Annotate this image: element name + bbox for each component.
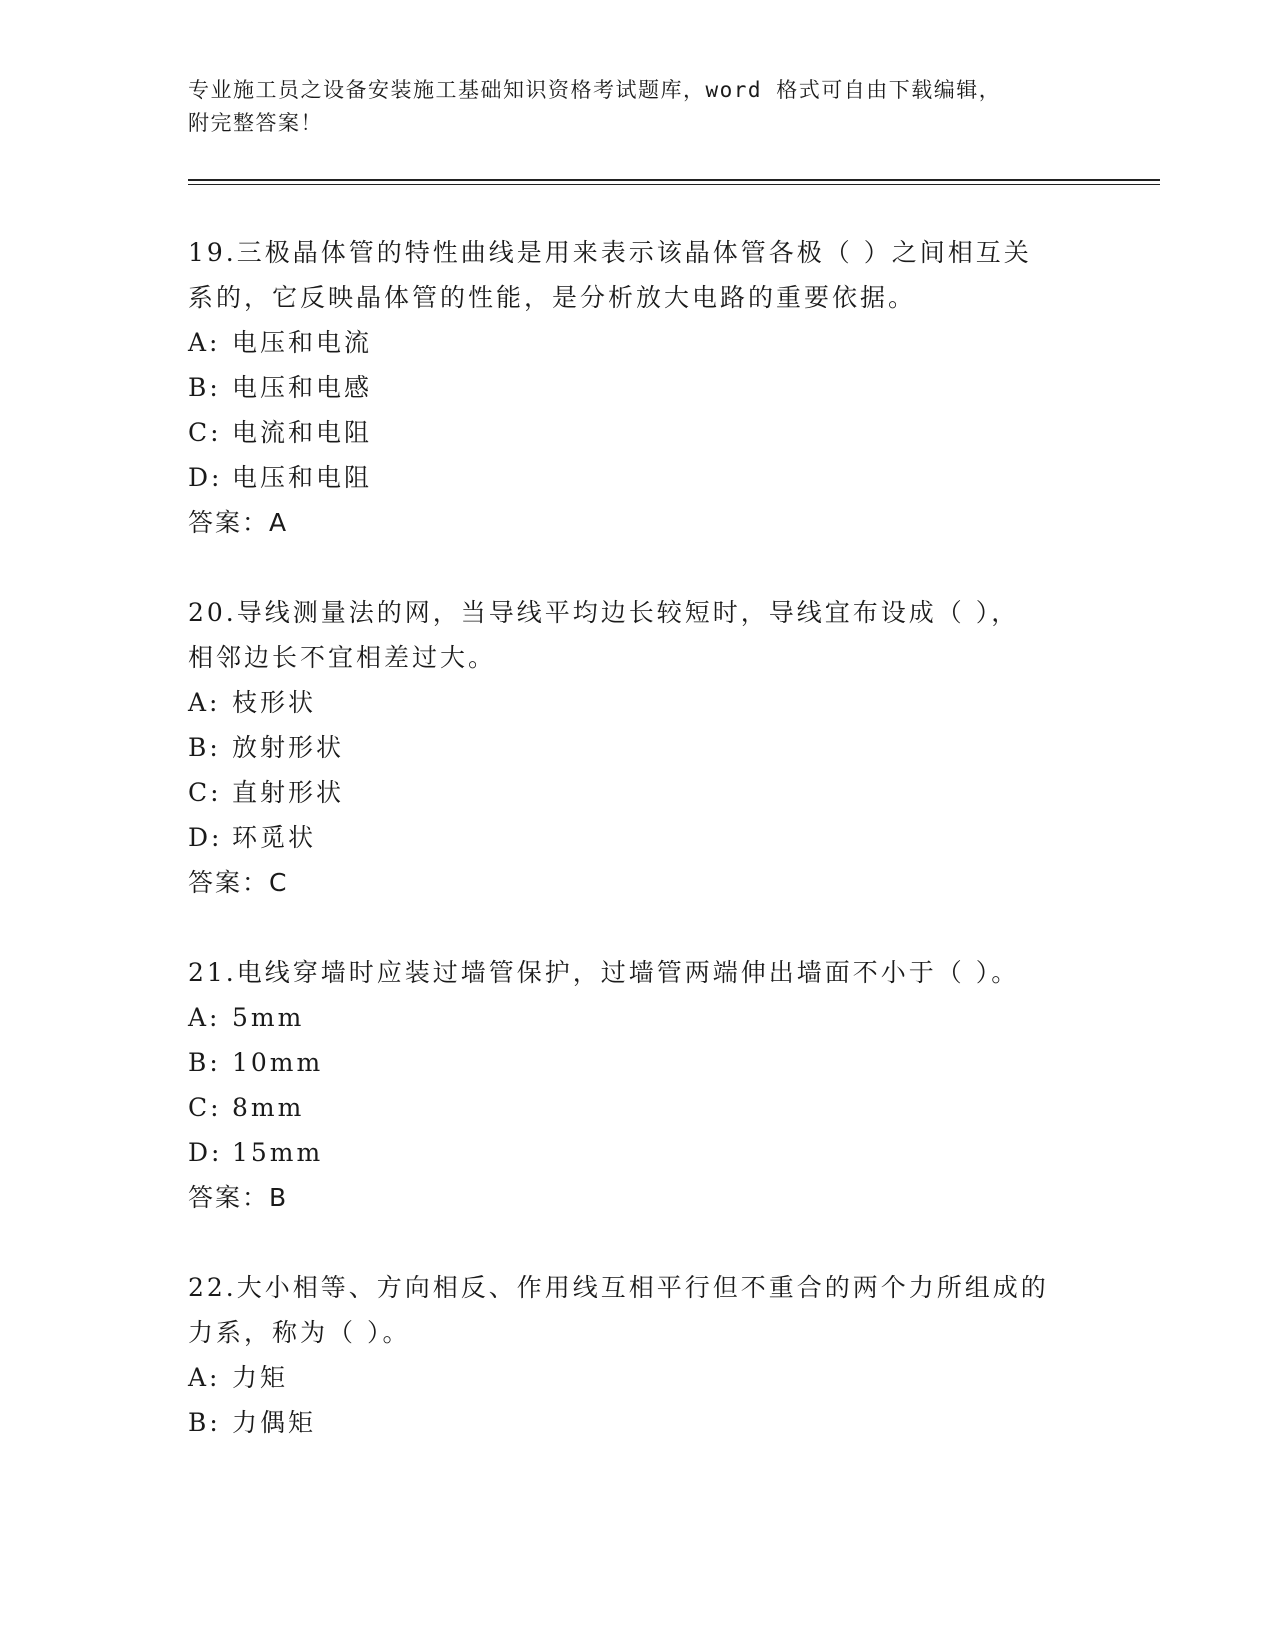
- option-b: [188, 1040, 1088, 1085]
- option-key: C:: [188, 778, 222, 807]
- question-stem-line-2: 相邻边长不宜相差过大。: [188, 643, 497, 672]
- header-line-2: 附完整答案！: [188, 111, 323, 135]
- option-b: [188, 365, 1088, 410]
- option-text: 环觅状: [232, 823, 317, 852]
- answer-line: 答案：A: [188, 508, 289, 537]
- option-key: B:: [188, 1048, 221, 1077]
- question-21: [188, 950, 1088, 1220]
- option-key: D:: [188, 1138, 223, 1167]
- question-stem-line-2: 系的，它反映晶体管的性能，是分析放大电路的重要依据。: [188, 283, 917, 312]
- option-key: C:: [188, 418, 222, 447]
- option-text: 放射形状: [232, 733, 345, 762]
- option-c: [188, 410, 1088, 455]
- option-text: 电压和电感: [232, 373, 373, 402]
- option-text: 力偶矩: [232, 1408, 317, 1437]
- option-c: [188, 1085, 1088, 1130]
- question-stem-line-1: 19.三极晶体管的特性曲线是用来表示该晶体管各极（ ）之间相互关: [188, 238, 1032, 267]
- option-key: B:: [188, 1408, 221, 1437]
- option-text: 直射形状: [232, 778, 345, 807]
- option-key: A:: [188, 1363, 221, 1392]
- header-line-1: 专业施工员之设备安装施工基础知识资格考试题库，word 格式可自由下载编辑，: [188, 78, 1002, 102]
- option-key: A:: [188, 328, 221, 357]
- option-key: C:: [188, 1093, 222, 1122]
- option-text: 8mm: [232, 1093, 305, 1122]
- option-text: 10mm: [232, 1048, 324, 1077]
- option-a: [188, 1355, 1088, 1400]
- option-key: B:: [188, 373, 221, 402]
- header-divider-thick: [188, 179, 1160, 181]
- document-header: [188, 74, 1068, 140]
- question-stem-line-1: 21.电线穿墙时应装过墙管保护，过墙管两端伸出墙面不小于（ ）。: [188, 958, 1020, 987]
- option-key: B:: [188, 733, 221, 762]
- answer-line: 答案：B: [188, 1183, 289, 1212]
- option-a: [188, 320, 1088, 365]
- question-19: [188, 230, 1088, 545]
- option-d: [188, 815, 1088, 860]
- option-text: 枝形状: [232, 688, 317, 717]
- question-22: [188, 1265, 1088, 1445]
- option-text: 力矩: [232, 1363, 289, 1392]
- option-text: 5mm: [232, 1003, 305, 1032]
- option-d: [188, 455, 1088, 500]
- option-text: 电流和电阻: [232, 418, 373, 447]
- option-a: [188, 680, 1088, 725]
- question-stem-line-1: 20.导线测量法的网，当导线平均边长较短时，导线宜布设成（ ），: [188, 598, 1020, 627]
- option-a: [188, 995, 1088, 1040]
- option-c: [188, 770, 1088, 815]
- option-text: 15mm: [232, 1138, 324, 1167]
- option-text: 电压和电流: [232, 328, 373, 357]
- header-divider-thin: [188, 184, 1160, 185]
- answer-line: 答案：C: [188, 868, 289, 897]
- option-text: 电压和电阻: [232, 463, 373, 492]
- option-b: [188, 1400, 1088, 1445]
- option-key: D:: [188, 463, 223, 492]
- option-key: A:: [188, 688, 221, 717]
- option-b: [188, 725, 1088, 770]
- option-key: D:: [188, 823, 223, 852]
- option-d: [188, 1130, 1088, 1175]
- option-key: A:: [188, 1003, 221, 1032]
- question-20: [188, 590, 1088, 905]
- question-stem-line-2: 力系，称为（ ）。: [188, 1318, 411, 1347]
- question-stem-line-1: 22.大小相等、方向相反、作用线互相平行但不重合的两个力所组成的: [188, 1273, 1049, 1302]
